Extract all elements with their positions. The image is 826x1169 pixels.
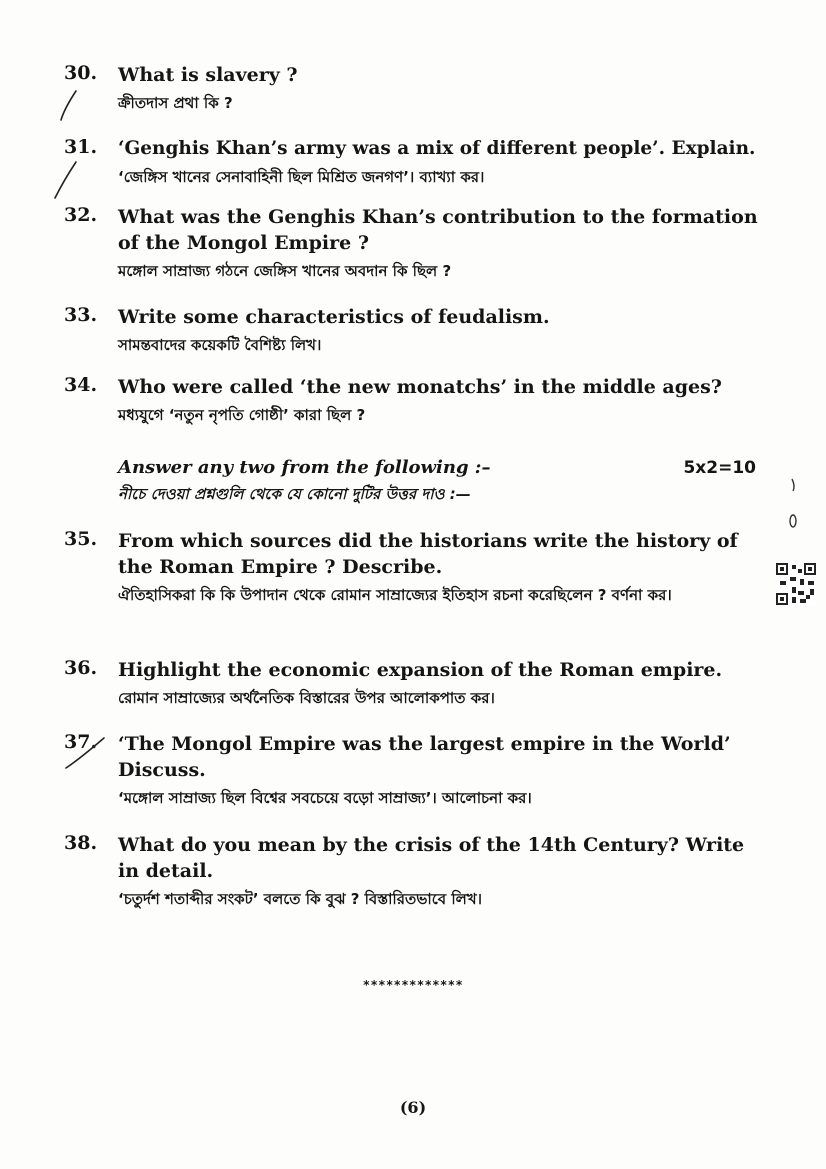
question-number: 38. — [64, 832, 98, 854]
instruction-english — [118, 455, 758, 481]
page-number: (6) — [399, 1098, 427, 1117]
question-text-english: Write some characteristics of feudalism. — [118, 306, 550, 328]
handwritten-tick-mark-icon — [60, 734, 110, 774]
question-35 — [64, 528, 764, 607]
question-text-bengali: মধ্যযুগে ‘নতুন নৃপতি গোষ্ঠী’ কারা ছিল ? — [118, 406, 366, 424]
question-text-english: From which sources did the historians write the history of the Roman Empire ? Describe. — [118, 530, 738, 578]
handwritten-tick-mark-icon — [52, 158, 80, 202]
question-37 — [64, 731, 764, 810]
question-number: 35. — [64, 528, 98, 550]
handwritten-tick-mark-icon — [58, 88, 82, 124]
question-text-english: Highlight the economic expansion of the Roman empire. — [118, 659, 723, 681]
end-of-paper-marker: ************* — [362, 978, 464, 992]
margin-pencil-mark-icon — [786, 477, 800, 529]
question-text-bengali: ক্রীতদাস প্রথা কি ? — [118, 94, 233, 112]
question-number: 33. — [64, 304, 98, 326]
section-instruction — [118, 455, 758, 507]
question-text-english: Who were called ‘the new monatchs’ in the middle ages? — [118, 376, 722, 398]
question-text-bengali: ঐতিহাসিকরা কি কি উপাদান থেকে রোমান সাম্রাজ্যের ইতিহাস রচনা করেছিলেন ? বর্ণনা কর। — [118, 586, 672, 604]
instruction-text: Answer any two from the following :– — [118, 457, 491, 478]
question-text-english: What do you mean by the crisis of the 14th Century? Write in detail. — [118, 834, 745, 882]
question-number: 30. — [64, 62, 98, 84]
question-36 — [64, 657, 764, 710]
question-number: 32. — [64, 204, 98, 226]
question-text-english: ‘The Mongol Empire was the largest empire in the World’ Discuss. — [118, 733, 731, 781]
question-33 — [64, 304, 764, 357]
question-number: 37. — [64, 731, 98, 753]
question-text-english: What was the Genghis Khan’s contribution to the formation of the Mongol Empire ? — [118, 206, 758, 254]
question-31 — [64, 136, 764, 189]
question-32 — [64, 204, 764, 283]
question-number: 34. — [64, 374, 98, 396]
marks-allocation: 5x2=10 — [683, 458, 756, 478]
question-text-bengali: ‘জেঙ্গিস খানের সেনাবাহিনী ছিল মিশ্রিত জনগণ’। ব্যাখ্যা কর। — [118, 168, 485, 186]
question-text-bengali: সামন্তবাদের কয়েকটি বৈশিষ্ট্য লিখ। — [118, 336, 322, 354]
question-text-bengali: ‘চতুর্দশ শতাব্দীর সংকট’ বলতে কি বুঝ ? বিস্তারিতভাবে লিখ। — [118, 890, 483, 908]
question-text-bengali: ‘মঙ্গোল সাম্রাজ্য ছিল বিশ্বের সবচেয়ে বড়ো সাম্রাজ্য’। আলোচনা কর। — [118, 789, 532, 807]
question-text-english: ‘Genghis Khan’s army was a mix of different people’. Explain. — [118, 138, 756, 159]
question-38 — [64, 832, 764, 911]
question-text-bengali: রোমান সাম্রাজ্যের অর্থনৈতিক বিস্তারের উপর আলোকপাত কর। — [118, 689, 495, 707]
question-text-bengali: মঙ্গোল সাম্রাজ্য গঠনে জেঙ্গিস খানের অবদান কি ছিল ? — [118, 262, 452, 280]
question-30 — [64, 62, 764, 115]
question-34 — [64, 374, 764, 427]
question-number: 36. — [64, 657, 98, 679]
instruction-bengali: নীচে দেওয়া প্রশ্নগুলি থেকে যে কোনো দুটির উত্তর দাও :— — [118, 485, 471, 503]
qr-code-icon — [776, 563, 816, 605]
question-text-english: What is slavery ? — [118, 64, 298, 86]
question-number: 31. — [64, 136, 98, 158]
